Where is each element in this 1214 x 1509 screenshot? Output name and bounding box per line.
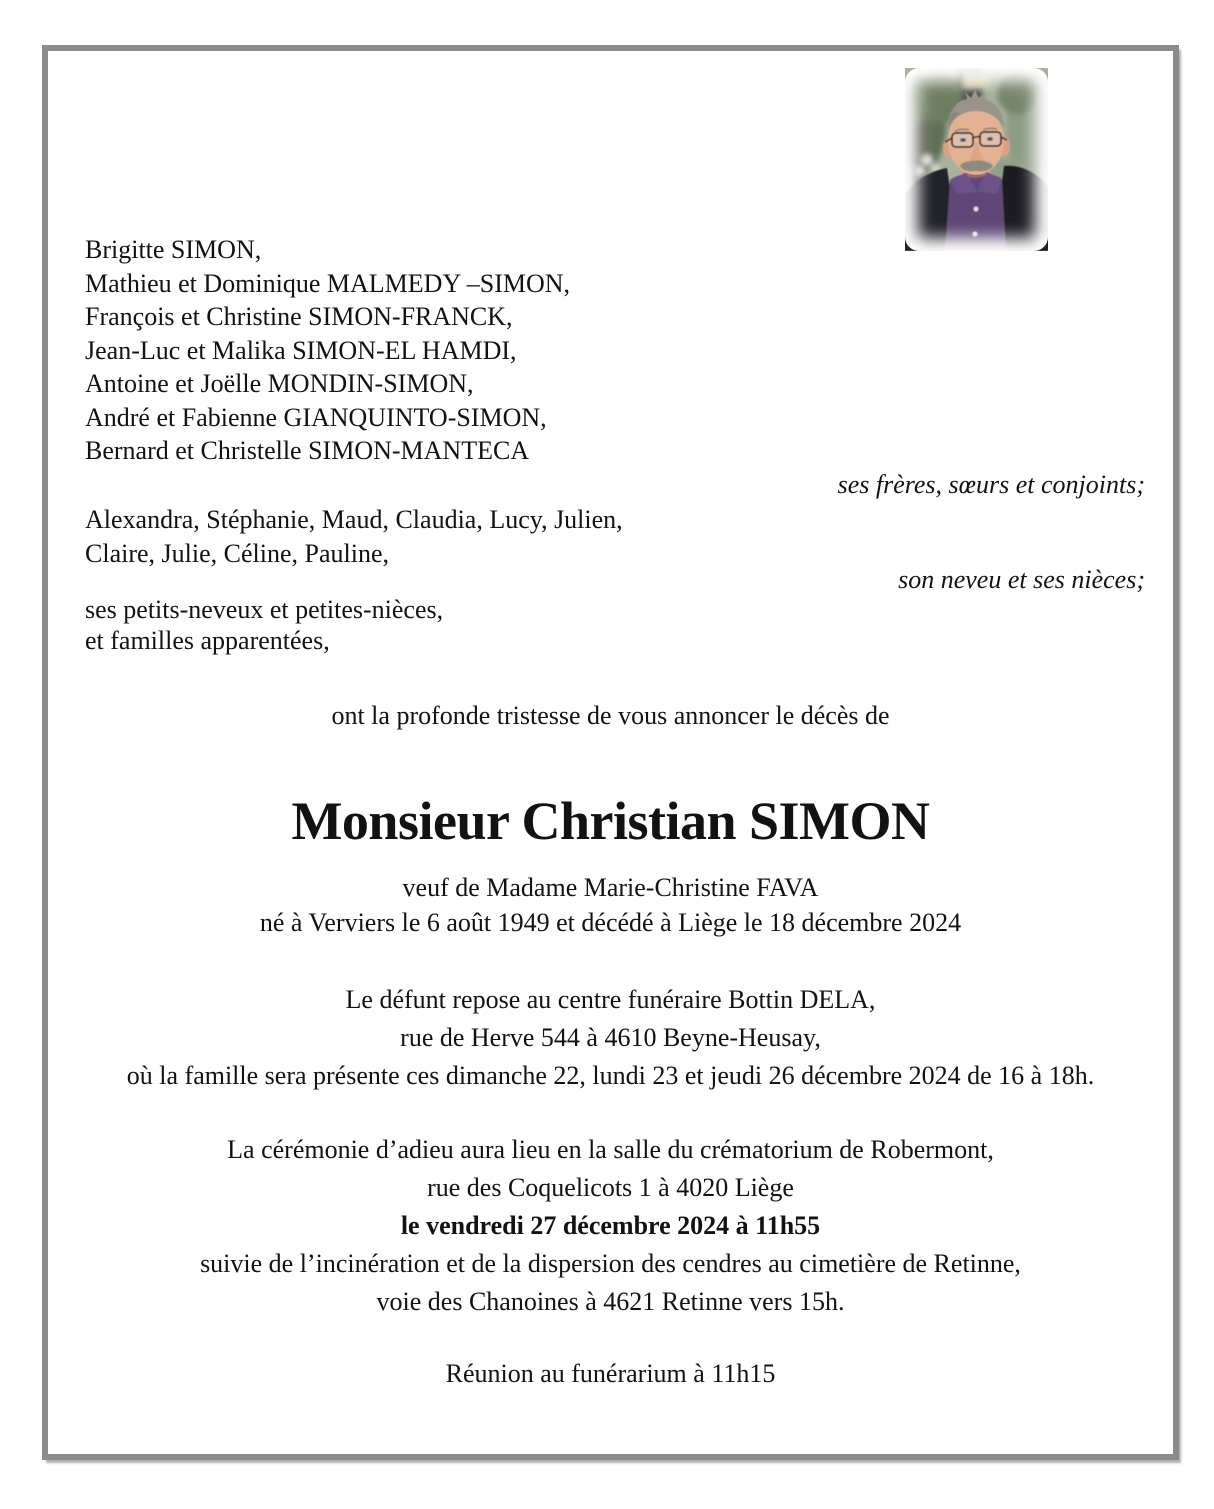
dispersion-address-line: voie des Chanoines à 4621 Retinne vers 15h. bbox=[376, 1287, 845, 1316]
family-name-line: André et Fabienne GIANQUINTO-SIMON, bbox=[85, 402, 547, 432]
birth-death-line: né à Verviers le 6 août 1949 et décédé à Liège le 18 décembre 2024 bbox=[259, 908, 962, 937]
nieces-name-line: Alexandra, Stéphanie, Maud, Claudia, Lucy, Julien, bbox=[85, 505, 623, 534]
repose-line: rue de Herve 544 à 4610 Beyne-Heusay, bbox=[400, 1023, 821, 1052]
widower-line: veuf de Madame Marie-Christine FAVA bbox=[402, 873, 819, 902]
relation-nieces-label: son neveu et ses nièces; bbox=[898, 565, 1145, 594]
deceased-name-title: Monsieur Christian SIMON bbox=[291, 791, 930, 851]
family-name-line: Jean-Luc et Malika SIMON-EL HAMDI, bbox=[85, 335, 517, 365]
ceremony-location-line: La cérémonie d’adieu aura lieu en la salle du crématorium de Robermont, bbox=[227, 1135, 994, 1164]
family-names-list bbox=[85, 233, 570, 468]
family-name-line: Brigitte SIMON, bbox=[85, 235, 262, 264]
repose-details bbox=[48, 981, 1173, 1095]
nieces-names-list bbox=[85, 503, 623, 570]
related-families-line: et familles apparentées, bbox=[85, 626, 330, 655]
incineration-line: suivie de l’incinération et de la dispersion des cendres au cimetière de Retinne, bbox=[200, 1249, 1021, 1278]
announcement-frame bbox=[42, 45, 1179, 1460]
family-name-line: Bernard et Christelle SIMON-MANTECA bbox=[85, 436, 530, 465]
deceased-portrait-photo bbox=[905, 68, 1048, 251]
grand-nieces-line: ses petits-neveux et petites-nièces, bbox=[85, 595, 444, 624]
ceremony-details bbox=[48, 1131, 1173, 1321]
family-name-line: François et Christine SIMON-FRANCK, bbox=[85, 302, 513, 331]
nieces-name-line: Claire, Julie, Céline, Pauline, bbox=[85, 538, 389, 568]
announcement-line: ont la profonde tristesse de vous annoncer le décès de bbox=[331, 701, 890, 730]
repose-line: où la famille sera présente ces dimanche 22, lundi 23 et jeudi 26 décembre 2024 de 16 à 18h. bbox=[126, 1061, 1095, 1090]
reunion-line: Réunion au funérarium à 11h15 bbox=[445, 1359, 776, 1388]
ceremony-address-line: rue des Coquelicots 1 à 4020 Liège bbox=[427, 1173, 794, 1202]
ceremony-datetime: le vendredi 27 décembre 2024 à 11h55 bbox=[400, 1211, 821, 1240]
portrait-illustration bbox=[905, 68, 1048, 251]
repose-line: Le défunt repose au centre funéraire Bottin DELA, bbox=[345, 985, 876, 1014]
family-name-line: Antoine et Joëlle MONDIN-SIMON, bbox=[85, 369, 474, 398]
relation-siblings-label: ses frères, sœurs et conjoints; bbox=[837, 470, 1145, 499]
family-name-line: Mathieu et Dominique MALMEDY –SIMON, bbox=[85, 268, 571, 298]
